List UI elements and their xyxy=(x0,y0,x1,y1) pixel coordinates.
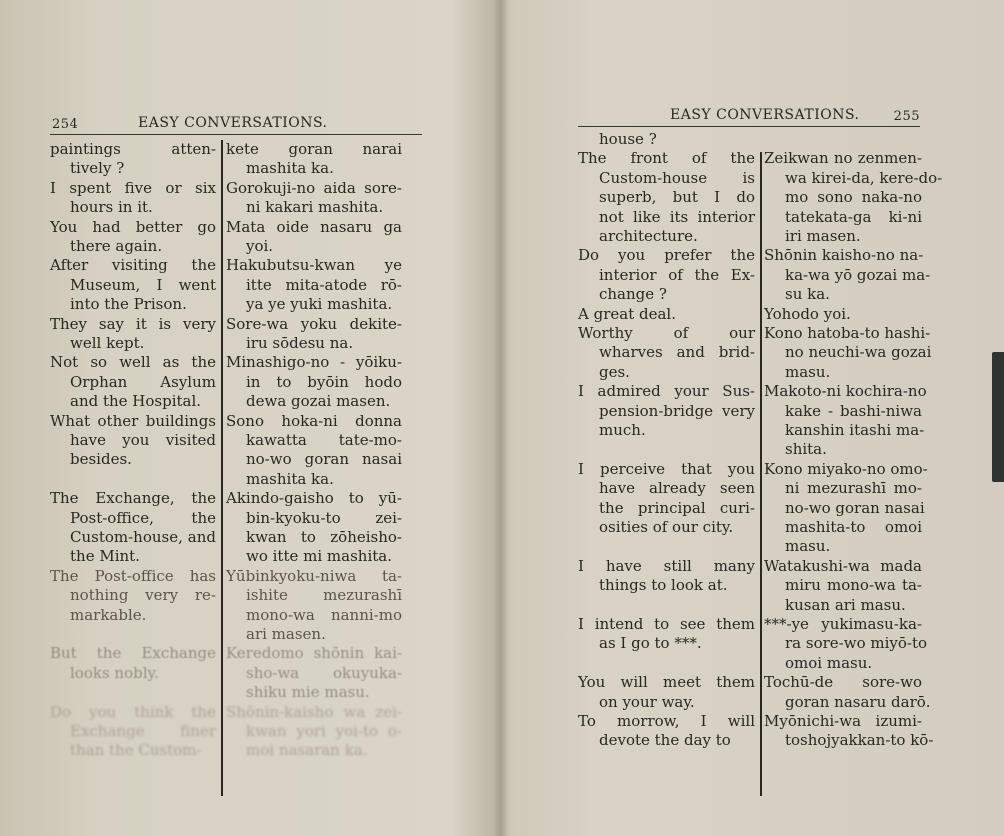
english-entry xyxy=(50,179,216,218)
right-page-number: 255 xyxy=(893,109,920,124)
japanese-line: ya ye yuki mashita. xyxy=(246,295,393,314)
english-entry xyxy=(578,305,755,324)
japanese-line: wo itte mi mashita. xyxy=(246,547,392,566)
english-line: After visiting the xyxy=(50,256,216,275)
left-columns xyxy=(50,140,422,796)
japanese-line: no-wo goran nasai xyxy=(785,498,925,517)
japanese-line: no neuchi-wa gozai xyxy=(785,343,932,362)
english-entry xyxy=(50,644,216,683)
japanese-entry xyxy=(226,315,402,354)
left-japanese-column xyxy=(226,140,402,796)
japanese-entry xyxy=(764,246,931,304)
japanese-entry xyxy=(226,218,402,257)
japanese-line: moi nasaran ka. xyxy=(246,741,368,760)
japanese-line: Sono hoka-ni donna xyxy=(226,411,402,430)
japanese-line: kwan yori yoi-to o- xyxy=(246,721,402,740)
english-entry xyxy=(578,246,755,304)
english-entry xyxy=(50,353,216,411)
japanese-line: shita. xyxy=(785,440,827,459)
continuation-line: house ? xyxy=(599,130,657,148)
japanese-entry xyxy=(764,615,928,673)
japanese-line: miru mono-wa ta- xyxy=(785,576,922,595)
english-entry xyxy=(578,615,755,654)
japanese-line: Mata oide nasaru ga xyxy=(226,217,402,236)
japanese-line: goran nasaru darō. xyxy=(785,692,931,711)
english-line: I perceive that you xyxy=(578,459,755,478)
japanese-line: bin-kyoku-to zei- xyxy=(246,508,402,527)
english-line: The Post-office has xyxy=(50,566,216,585)
japanese-line: Kono miyako-no omo- xyxy=(764,459,928,478)
japanese-line: ***-ye yukimasu-ka- xyxy=(764,615,922,633)
english-line: as I go to ***. xyxy=(599,634,702,653)
right-page-header xyxy=(578,106,920,127)
japanese-line: omoi masu. xyxy=(785,653,873,672)
english-line: wharves and brid- xyxy=(599,343,755,362)
japanese-line: mashita ka. xyxy=(246,469,334,488)
japanese-line: kwan to zōheisho- xyxy=(246,527,402,546)
japanese-entry xyxy=(226,412,402,490)
japanese-line: Gorokuji-no aida sore- xyxy=(226,178,402,197)
english-entry xyxy=(50,218,216,257)
english-line: on your way. xyxy=(599,692,695,711)
english-entry xyxy=(50,489,216,567)
english-entry xyxy=(50,703,216,761)
japanese-line: toshojyakkan-to kō- xyxy=(785,731,934,750)
english-line: Orphan Asylum xyxy=(70,372,216,391)
japanese-line: mono-wa nanni-mo xyxy=(246,605,402,624)
japanese-entry xyxy=(764,459,928,557)
left-page-number: 254 xyxy=(52,117,79,132)
japanese-entry xyxy=(226,179,402,218)
japanese-line: ka-wa yō gozai ma- xyxy=(785,265,931,284)
japanese-line: in to byōin hodo xyxy=(246,372,402,391)
japanese-line: kake - bashi-niwa xyxy=(785,401,922,420)
english-line: You had better go xyxy=(50,217,216,236)
japanese-line: kete goran narai xyxy=(226,140,402,158)
japanese-line: yoi. xyxy=(246,236,274,255)
english-line: interior of the Ex- xyxy=(599,265,755,284)
japanese-line: masu. xyxy=(785,362,831,381)
english-line: Exchange finer xyxy=(70,721,216,740)
japanese-line: ni kakari mashita. xyxy=(246,198,384,217)
right-columns xyxy=(578,130,943,796)
book-gutter xyxy=(494,0,508,836)
english-line: devote the day to xyxy=(599,731,731,750)
english-line: Do you think the xyxy=(50,702,216,721)
english-line: I have still many xyxy=(578,556,755,575)
japanese-line: shiku mie masu. xyxy=(246,683,370,702)
japanese-line: Minashigo-no - yōiku- xyxy=(226,353,402,372)
english-entry xyxy=(578,324,755,382)
right-running-head: EASY CONVERSATIONS. xyxy=(670,107,860,123)
left-column-rule xyxy=(221,140,223,796)
japanese-line: Shōnin-kaisho wa zei- xyxy=(226,702,402,721)
japanese-line: iru sōdesu na. xyxy=(246,333,354,352)
japanese-entry xyxy=(226,644,402,702)
continuation-entry xyxy=(578,130,755,149)
left-english-column xyxy=(50,140,216,796)
japanese-line: wa kirei-da, kere-do- xyxy=(785,168,943,187)
japanese-line: sho-wa okuyuka- xyxy=(246,663,402,682)
english-line: I intend to see them xyxy=(578,615,755,633)
japanese-line: Tochū-de sore-wo xyxy=(764,673,922,692)
english-line: pension-bridge very xyxy=(599,401,755,420)
japanese-line: iri masen. xyxy=(785,226,861,245)
english-line: nothing very re- xyxy=(70,586,216,605)
english-line: What other buildings xyxy=(50,411,216,430)
japanese-entry xyxy=(764,382,927,460)
english-line: tively ? xyxy=(70,159,125,178)
english-line: things to look at. xyxy=(599,576,728,595)
japanese-line: Yūbinkyoku-niwa ta- xyxy=(226,566,402,585)
japanese-entry xyxy=(226,489,402,567)
japanese-line: Makoto-ni kochira-no xyxy=(764,382,927,401)
japanese-entry xyxy=(226,256,402,314)
english-line: not like its interior xyxy=(599,207,755,226)
right-english-column xyxy=(578,130,755,796)
english-entry xyxy=(578,382,755,440)
english-line: the Mint. xyxy=(70,547,140,566)
english-line: there again. xyxy=(70,236,163,255)
english-entry xyxy=(578,712,755,751)
japanese-entry xyxy=(764,712,934,751)
english-entry xyxy=(578,149,755,246)
english-line: Post-office, the xyxy=(70,508,216,527)
english-line: superb, but I do xyxy=(599,188,755,207)
english-line: The Exchange, the xyxy=(50,489,216,508)
japanese-entry xyxy=(226,140,402,179)
left-running-head: EASY CONVERSATIONS. xyxy=(138,115,328,131)
english-line: Not so well as the xyxy=(50,353,216,372)
english-entry xyxy=(578,460,755,538)
english-line: hours in it. xyxy=(70,198,153,217)
english-line: But the Exchange xyxy=(50,644,216,663)
english-entry xyxy=(578,673,755,712)
japanese-line: Keredomo shōnin kai- xyxy=(226,644,402,663)
right-column-rule xyxy=(760,152,762,796)
japanese-line: dewa gozai masen. xyxy=(246,392,391,411)
japanese-line: ra sore-wo miyō-to xyxy=(785,634,928,653)
japanese-entry xyxy=(764,673,931,712)
english-line: Museum, I went xyxy=(70,275,216,294)
japanese-line: kusan ari masu. xyxy=(785,595,906,614)
english-line: You will meet them xyxy=(578,673,755,692)
english-line: the principal curi- xyxy=(599,498,755,517)
english-line: Worthy of our xyxy=(578,324,755,342)
japanese-entry xyxy=(764,305,922,324)
english-entry xyxy=(578,557,755,596)
english-line: into the Prison. xyxy=(70,295,187,314)
english-entry xyxy=(50,567,216,625)
english-line: besides. xyxy=(70,450,132,469)
japanese-line: ishite mezurashī xyxy=(246,586,402,605)
english-line: well kept. xyxy=(70,333,145,352)
japanese-line: su ka. xyxy=(785,285,830,304)
left-page-header xyxy=(50,114,422,135)
japanese-line: Shōnin kaisho-no na- xyxy=(764,246,924,265)
english-line: have you visited xyxy=(70,430,216,449)
english-line: looks nobly. xyxy=(70,663,159,682)
english-line: than the Custom- xyxy=(70,741,202,760)
english-line: To morrow, I will xyxy=(578,712,755,730)
english-line: change ? xyxy=(599,285,667,304)
english-line: The front of the xyxy=(578,149,755,168)
japanese-entry xyxy=(226,567,402,645)
japanese-line: mashita ka. xyxy=(246,159,334,178)
english-line: much. xyxy=(599,420,646,439)
japanese-entry xyxy=(764,557,922,615)
english-line: ges. xyxy=(599,362,630,381)
japanese-line: tatekata-ga ki-ni xyxy=(785,207,922,226)
japanese-line: ni mezurashī mo- xyxy=(785,479,922,498)
japanese-line: Hakubutsu-kwan ye xyxy=(226,256,402,275)
japanese-line: Zeikwan no zenmen- xyxy=(764,149,922,168)
english-line: Custom-house, and xyxy=(70,527,216,546)
right-japanese-column xyxy=(764,130,943,796)
english-line: have already seen xyxy=(599,479,755,498)
english-line: architecture. xyxy=(599,226,698,245)
english-entry xyxy=(50,315,216,354)
japanese-line: Akindo-gaisho to yū- xyxy=(226,489,402,508)
japanese-line: kanshin itashi ma- xyxy=(785,420,925,439)
japanese-line: no-wo goran nasai xyxy=(246,450,402,469)
left-page xyxy=(50,0,422,836)
english-line: I spent five or six xyxy=(50,178,216,197)
japanese-line: Myōnichi-wa izumi- xyxy=(764,712,922,730)
japanese-line: mashita-to omoi xyxy=(785,517,922,536)
japanese-line: mo sono naka-no xyxy=(785,188,922,207)
japanese-entry xyxy=(764,149,943,246)
english-line: Custom-house is xyxy=(599,168,755,187)
japanese-line: Yohodo yoi. xyxy=(764,304,851,323)
right-page xyxy=(578,0,943,836)
english-line: They say it is very xyxy=(50,314,216,333)
english-line: osities of our city. xyxy=(599,517,734,536)
japanese-line: Watakushi-wa mada xyxy=(764,556,922,575)
japanese-line: itte mita-atode rō- xyxy=(246,275,402,294)
japanese-entry xyxy=(226,703,402,761)
english-line: paintings atten- xyxy=(50,140,216,158)
english-line: Do you prefer the xyxy=(578,246,755,265)
japanese-line: ari masen. xyxy=(246,624,326,643)
english-line: and the Hospital. xyxy=(70,392,202,411)
english-line: A great deal. xyxy=(578,304,676,323)
japanese-entry xyxy=(764,324,932,382)
english-entry xyxy=(50,140,216,179)
english-entry xyxy=(50,256,216,314)
english-entry xyxy=(50,412,216,470)
japanese-line: Sore-wa yoku dekite- xyxy=(226,314,402,333)
english-line: I admired your Sus- xyxy=(578,382,755,401)
japanese-line: Kono hatoba-to hashi- xyxy=(764,324,931,342)
japanese-line: kawatta tate-mo- xyxy=(246,430,402,449)
japanese-entry xyxy=(226,353,402,411)
japanese-line: masu. xyxy=(785,537,831,556)
page-tab-marker xyxy=(992,352,1004,482)
english-line: markable. xyxy=(70,605,147,624)
